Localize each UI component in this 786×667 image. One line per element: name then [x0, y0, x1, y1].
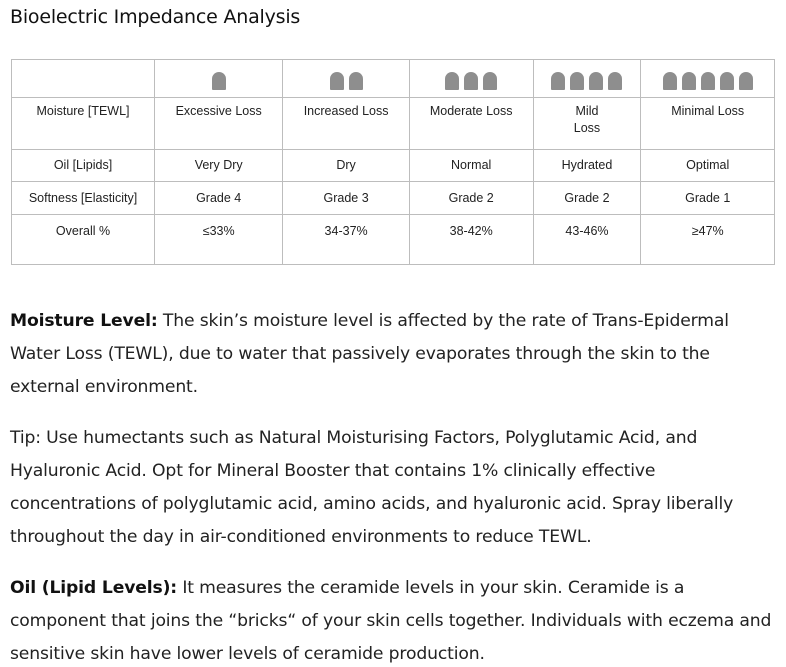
table-cell: Hydrated	[533, 150, 641, 182]
table-cell: Moderate Loss	[409, 98, 533, 150]
table-cell: ≤33%	[155, 215, 283, 265]
water-drop-icon	[551, 72, 565, 90]
row-label: Oil [Lipids]	[12, 150, 155, 182]
table-row	[12, 150, 775, 182]
table-cell: Grade 1	[641, 182, 775, 215]
tip-body: Tip: Use humectants such as Natural Moisturising Factors, Polyglutamic Acid, and Hyaluronic Acid. Opt for Mineral Booster that contains 1% clinically effective concentrations of polyglutamic acid, amino acids, and hyaluronic acid. Spray liberally throughout the day in air-conditioned environments to reduce TEWL.	[10, 428, 734, 547]
icon-row-label-cell	[12, 60, 155, 98]
water-drop-icon	[739, 72, 753, 90]
table-cell: 43-46%	[533, 215, 641, 265]
water-drop-icon	[330, 72, 344, 90]
water-drop-icon	[464, 72, 478, 90]
water-drop-icon	[682, 72, 696, 90]
table-cell: Excessive Loss	[155, 98, 283, 150]
oil-lipid-paragraph	[10, 572, 778, 667]
table-cell: 38-42%	[409, 215, 533, 265]
table-row	[12, 182, 775, 215]
table-cell: Optimal	[641, 150, 775, 182]
icon-cell	[409, 60, 533, 98]
table-cell: ≥47%	[641, 215, 775, 265]
icon-cell	[283, 60, 410, 98]
row-label: Moisture [TEWL]	[12, 98, 155, 150]
table-cell: Mild Loss	[533, 98, 641, 150]
row-label: Softness [Elasticity]	[12, 182, 155, 215]
icon-cell	[533, 60, 641, 98]
table-cell: Grade 2	[533, 182, 641, 215]
oil-lipid-body: It measures the ceramide levels in your skin. Ceramide is a component that joins the “bricks“ of your skin cells together. Individuals with eczema and sensitive skin have lower levels of ceramide production.	[10, 578, 772, 664]
table-cell: Grade 4	[155, 182, 283, 215]
water-drop-icon	[720, 72, 734, 90]
icon-row	[12, 60, 775, 98]
water-drop-icon	[589, 72, 603, 90]
tip-paragraph	[10, 422, 778, 554]
bia-table	[11, 59, 775, 265]
moisture-level-paragraph	[10, 305, 778, 404]
table-cell: 34-37%	[283, 215, 410, 265]
water-drop-icon	[701, 72, 715, 90]
table-cell: Very Dry	[155, 150, 283, 182]
table-row	[12, 215, 775, 265]
table-cell: Grade 2	[409, 182, 533, 215]
table-row	[12, 98, 775, 150]
water-drop-icon	[212, 72, 226, 90]
oil-lipid-heading: Oil (Lipid Levels):	[10, 578, 178, 598]
row-label: Overall %	[12, 215, 155, 265]
water-drop-icon	[483, 72, 497, 90]
icon-cell	[155, 60, 283, 98]
table-cell: Normal	[409, 150, 533, 182]
water-drop-icon	[445, 72, 459, 90]
water-drop-icon	[570, 72, 584, 90]
moisture-level-heading: Moisture Level:	[10, 311, 158, 331]
icon-cell	[641, 60, 775, 98]
water-drop-icon	[349, 72, 363, 90]
table-cell: Minimal Loss	[641, 98, 775, 150]
table-cell: Dry	[283, 150, 410, 182]
table-cell: Grade 3	[283, 182, 410, 215]
water-drop-icon	[608, 72, 622, 90]
moisture-level-body: The skin’s moisture level is affected by the rate of Trans-Epidermal Water Loss (TEWL), due to water that passively evaporates through the skin to the external environment.	[10, 311, 729, 397]
water-drop-icon	[663, 72, 677, 90]
table-cell: Increased Loss	[283, 98, 410, 150]
page-title: Bioelectric Impedance Analysis	[10, 6, 301, 28]
